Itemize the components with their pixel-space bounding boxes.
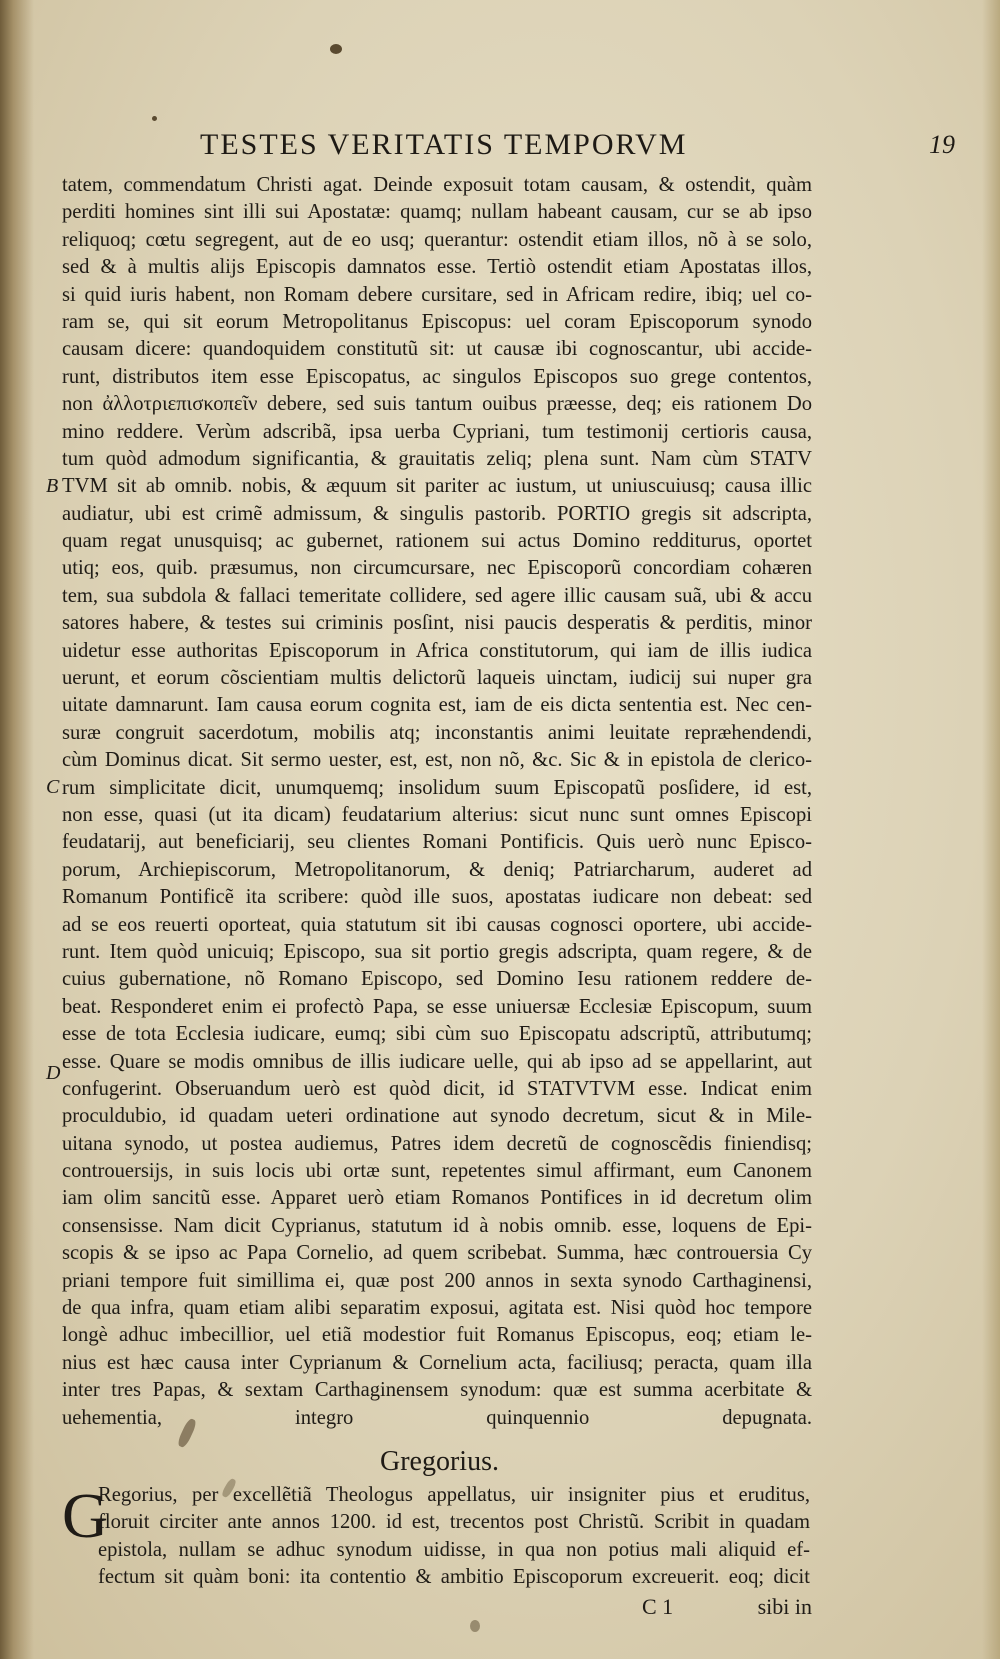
text-line: Romanum Pontificẽ ita scribere: quòd ille suos, apostatas iudicare non debeat: sed [62, 886, 812, 909]
text-line: inter tres Papas, & sextam Carthaginensem synodum: quæ est summa acerbitate & [62, 1379, 812, 1402]
text-line: tum quòd admodum significantia, & grauitatis zeliq; plena sunt. Nam cùm STATV [62, 447, 812, 470]
text-line: priani tempore fuit simillima ei, quæ post 200 annos in sexta synodo Carthaginensi, [62, 1269, 812, 1292]
text-line: satores habere, & testes sui criminis posſint, nisi paucis desperatis & perditis, minor [62, 612, 812, 635]
text-line: cuius gubernatione, nõ Romano Episcopo, sed Domino Iesu rationem reddere de- [62, 968, 812, 991]
running-head-title: TESTES VERITATIS TEMPORVM [200, 128, 688, 161]
margin-note-d: D [46, 1062, 61, 1084]
text-line: proculdubio, id quadam ueteri ordinatione aut synodo decretum, sicut & in Mile- [62, 1105, 812, 1128]
text-line: runt, distributos item esse Episcopatus, ac singulos Episcopos suo grege contentos, [62, 365, 812, 388]
text-line: causam dicere: quandoquidem constitutũ sit: ut causæ ibi cognoscantur, ubi accide- [62, 338, 812, 361]
text-line: confugerint. Obseruandum uerò est quòd dicit, id STATVTVM esse. Indicat enim [62, 1077, 812, 1100]
text-line: epistola, nullam se adhuc synodum uidisse, in qua non potius mali aliquid ef- [98, 1538, 810, 1561]
text-line: uerunt, et eorum cõscientiam multis delictorũ laqueis uinctam, iudicij sui nuper gra [62, 667, 812, 690]
text-line: de qua infra, quam etiam alibi separatim exposui, agitata est. Nisi quòd hoc tempore [62, 1297, 812, 1320]
text-line: nius est hæc causa inter Cyprianum & Cornelium acta, faciliusq; peracta, quam illa [62, 1351, 812, 1374]
text-line: fectum sit quàm boni: ita contentio & ambitio Episcoporum excreuerit. eoq; dicit [98, 1566, 810, 1589]
text-line: non esse, quasi (ut ita dicam) feudatarium alterius: sicut nunc sunt omnes Episcopi [62, 803, 812, 826]
folio-number: 19 [929, 130, 955, 159]
binding-shadow [0, 0, 34, 1659]
text-line: uehementia, integro quinquennio depugnata. [62, 1406, 812, 1429]
text-line: Regorius, per excellẽtiã Theologus appellatus, uir insigniter pius et eruditus, [98, 1484, 810, 1506]
text-line: uidetur esse authoritas Episcoporum in Africa constitutorum, qui iam de illis iudica [62, 639, 812, 662]
text-line: reliquoq; cœtu segregent, aut de eo usq; querantur: ostendit etiam illos, nõ à se solo, [62, 228, 812, 251]
ink-speck [330, 44, 342, 54]
text-line: beat. Responderet enim ei profectò Papa, se esse uniuersæ Ecclesiæ Episcopum, suum [62, 995, 812, 1018]
text-line: si quid iuris habent, non Romam debere cursitare, sed in Africam redire, ibiq; uel co- [62, 283, 812, 306]
second-text-block [90, 1482, 810, 1592]
signature-mark: C 1 [642, 1594, 674, 1619]
ink-speck [152, 116, 157, 121]
text-line: esse. Quare se modis omnibus de illis iudicare uelle, qui ab ipso ad se appellarint, aut [62, 1050, 812, 1073]
text-line: utiq; eos, quib. præsumus, non circumcursare, nec Episcoporũ concordiam cohæren [62, 557, 812, 580]
margin-note-b: B [46, 475, 59, 497]
text-line: cùm Dominus dicat. Sit sermo uester, est, est, non nõ, &c. Sic & in epistola de clerico- [62, 749, 812, 772]
text-line: floruit circiter ante annos 1200. id est, trecentos post Christũ. Scribit in quadam [98, 1511, 810, 1534]
running-head [200, 128, 960, 168]
text-line: sed & à multis alijs Episcopis damnatos esse. Tertiò ostendit etiam Apostatas illos, [62, 256, 812, 279]
section-heading: Gregorius. [380, 1446, 499, 1477]
text-line: tatem, commendatum Christi agat. Deinde exposuit totam causam, & ostendit, quàm [62, 174, 812, 196]
text-line: uitana synodo, ut postea audiemus, Patres idem decretũ de cognoscẽdis finiendisq; [62, 1132, 812, 1155]
text-line: non ἀλλοτριεπισκοπεῖν debere, sed suis tantum ouibus præesse, deq; eis rationem Do [62, 393, 812, 416]
text-line: longè adhuc imbecillior, uel etiã modestior fuit Romanus Episcopus, eoq; etiam le- [62, 1324, 812, 1347]
text-line: uitate damnarunt. Iam causa eorum cognita est, iam de eis dicta sententia est. Nec cen- [62, 694, 812, 717]
main-text-block [62, 172, 812, 1432]
catchword: sibi in [757, 1594, 812, 1619]
text-line: controuersijs, in suis locis ubi ortæ sunt, repetentes simul affirmant, eum Canonem [62, 1160, 812, 1183]
text-line: ram se, qui sit eorum Metropolitanus Episcopus: uel coram Episcoporum synodo [62, 310, 812, 333]
margin-note-c: C [46, 776, 60, 798]
text-line: runt. Item quòd unicuiq; Episcopo, sua sit portio gregis adscripta, quam regere, & de [62, 940, 812, 963]
text-line: scopis & se ipso ac Papa Cornelio, ad quem scribebat. Summa, hæc controuersia Cy [62, 1242, 812, 1265]
text-line: feudatarij, aut beneficiarij, seu clientes Romani Pontificis. Quis uerò nunc Episco- [62, 831, 812, 854]
text-line: iam olim sancitũ esse. Apparet uerò etiam Romanos Pontifices in id decretum olim [62, 1187, 812, 1210]
text-line: consensisse. Nam dicit Cyprianus, statutum id à nobis omnib. esse, loquens de Epi- [62, 1214, 812, 1237]
text-line: suræ congruit sacerdotum, mobilis atq; inconstantis animi leuitate repræhendendi, [62, 721, 812, 744]
text-line: rum simplicitate dicit, unumquemq; insolidum suum Episcopatũ posſidere, id est, [62, 776, 812, 799]
page-edge [982, 0, 1000, 1659]
text-line: mino reddere. Verùm adscribã, ipsa uerba Cypriani, tum testimonij certioris causa, [62, 420, 812, 443]
page-footer [62, 1594, 812, 1624]
text-line: ad se eos reuerti oporteat, quia statutum sit ibi causas cognosci oportere, ubi accide- [62, 913, 812, 936]
text-line: TVM sit ab omnib. nobis, & æquum sit pariter ac iustum, ut uniuscuiusq; causa illic [62, 475, 812, 498]
text-line: quam regat unusquisq; ac gubernet, rationem sui actus Domino redditurus, oportet [62, 530, 812, 553]
text-line: esse de tota Ecclesia iudicare, eumq; sibi cùm suo Episcopatu adscriptũ, attributumq; [62, 1023, 812, 1046]
text-line: tem, sua subdola & fallaci temeritate collidere, sed agere illic causam suã, ubi & accu [62, 584, 812, 607]
text-line: audiatur, ubi est crimẽ admissum, & singulis pastorib. PORTIO gregis sit adscripta, [62, 502, 812, 525]
text-line: porum, Archiepiscorum, Metropolitanorum, & deniq; Patriarcharum, auderet ad [62, 858, 812, 881]
text-line: perditi homines sint illi sui Apostatæ: quamq; nullam habeant causam, cur se ab ipso [62, 201, 812, 224]
drop-cap: G [62, 1480, 109, 1551]
